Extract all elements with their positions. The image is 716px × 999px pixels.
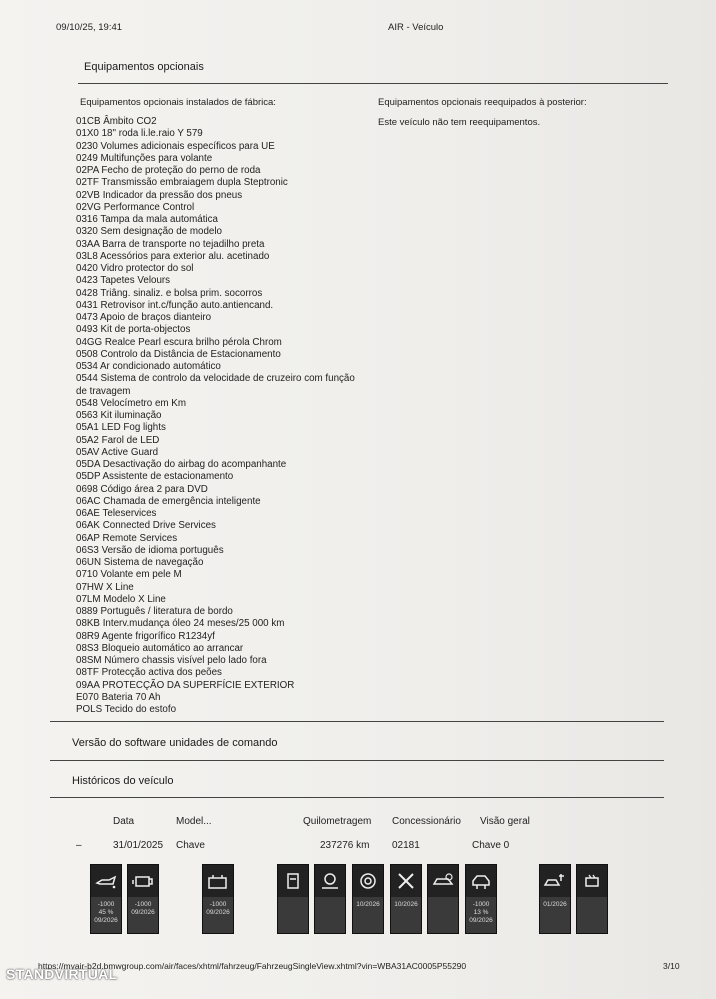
factory-equipment-list [76,116,356,716]
list-item: 0320 Sem designação de modelo [76,226,222,238]
list-item: 05A2 Farol de LED [76,434,160,446]
divider [50,721,664,722]
list-item: 0710 Volante em pele M [76,569,182,581]
print-title: AIR - Veículo [388,22,444,33]
engine-icon [131,871,155,891]
list-item: 04GG Realce Pearl escura brilho pérola Chrom [76,336,282,348]
factory-equipment-heading: Equipamentos opcionais instalados de fábrica: [80,97,276,108]
row-collapse-toggle[interactable]: – [76,840,82,851]
list-item: 08R9 Agente frigorífico R1234yf [76,630,215,642]
list-item: 0431 Retrovisor int.c/função auto.antiencand. [76,299,274,311]
list-item: 0548 Velocímetro em Km [76,397,186,409]
history-model: Chave [176,840,205,851]
list-item: 06AE Teleservices [76,508,157,519]
list-item: E070 Bateria 70 Ah [76,691,161,703]
retrofit-equipment-text: Este veículo não tem reequipamentos. [378,117,541,128]
divider [78,83,668,84]
list-item: 08KB Interv.mudança óleo 24 meses/25 000 km [76,618,285,630]
history-mileage: 237276 km [320,840,370,851]
list-item: 0423 Tapetes Velours [76,275,171,287]
brake-fluid-icon [356,871,380,891]
list-item: 0493 Kit de porta-objectos [76,324,191,336]
list-item: 06UN Sistema de navegação [76,557,204,568]
service-tile-rear-brake[interactable] [427,864,459,934]
retrofit-equipment-heading: Equipamentos opcionais reequipados à posterior: [378,97,587,108]
list-item: 02VB Indicador da pressão dos pneus [76,189,243,201]
fuel-filter-icon [281,871,305,891]
list-item: 0249 Multifunções para volante [76,152,213,164]
list-item: 02TF Transmissão embraiagem dupla Steptronic [76,177,288,189]
list-item: 02PA Fecho de proteção do perno de roda [76,165,261,176]
section-title-history[interactable]: Históricos do veículo [72,775,174,787]
history-dealer: 02181 [392,840,420,851]
list-item: 01CB Âmbito CO2 [76,116,157,127]
list-item: 0316 Tampa da mala automática [76,214,218,225]
service-tile-engine[interactable]: -1000 09/2026 [127,864,159,934]
service-tile-inspection[interactable]: 01/2026 [539,864,571,934]
list-item: 06AC Chamada de emergência inteligente [76,495,261,507]
car-inspection-icon [543,871,567,891]
print-date: 09/10/25, 19:41 [56,22,123,33]
front-brake-icon [318,871,342,891]
page-number: 3/10 [663,961,680,971]
standvirtual-watermark: STANDVIRTUAL [6,966,118,982]
list-item: 09AA PROTECÇÃO DA SUPERFÍCIE EXTERIOR [76,679,295,691]
column-header-overview: Visão geral [480,816,530,827]
list-item: 05DA Desactivação do airbag do acompanhante [76,459,287,470]
rear-brake-icon [431,871,455,891]
list-item: 05DP Assistente de estacionamento [76,471,234,483]
history-date: 31/01/2025 [113,840,164,851]
list-item: 06AK Connected Drive Services [76,520,216,532]
service-tile-tools[interactable]: 10/2026 [390,864,422,934]
column-header-model: Model... [176,816,212,827]
column-header-date: Data [113,816,135,827]
section-title-optional-equipment: Equipamentos opcionais [84,61,204,73]
list-item: 0473 Apoio de braços dianteiro [76,312,212,323]
service-tile-battery[interactable]: -1000 09/2026 [202,864,234,934]
list-item: 03AA Barra de transporte no tejadilho preta [76,238,265,250]
list-item: 0508 Controlo da Distância de Estacionamento [76,348,281,360]
list-item: 01X0 18" roda li.le.raio Y 579 [76,128,203,140]
service-tile-front-brake[interactable] [314,864,346,934]
service-tile-fuel-filter[interactable] [277,864,309,934]
column-header-dealer: Concessionário [392,816,461,827]
footer-url: https://myair-b2d.bmwgroup.com/air/faces/xhtml/fahrzeug/FahrzeugSingleView.xhtml?vin=WBA31AC0005P55290 [38,961,467,971]
divider [50,797,664,798]
list-item: 05A1 LED Fog lights [76,422,166,434]
list-item: 0544 Sistema de controlo da velocidade de cruzeiro com função de travagem [76,373,355,397]
list-item: 0420 Vidro protector do sol [76,263,194,274]
list-item: 0534 Ar condicionado automático [76,361,221,372]
list-item: 06S3 Versão de idioma português [76,544,224,556]
service-tile-brake-fluid[interactable]: 10/2026 [352,864,384,934]
list-item: 0889 Português / literatura de bordo [76,606,233,617]
list-item: 08TF Protecção activa dos peões [76,667,222,679]
vehicle-check-icon [469,871,493,891]
battery-icon [206,871,230,891]
list-item: 0698 Código área 2 para DVD [76,483,208,495]
section-title-software[interactable]: Versão do software unidades de comando [72,737,278,749]
service-tile-vehicle-check[interactable]: -1000 13 % 09/2026 [465,864,497,934]
list-item: 08SM Número chassis visível pelo lado fora [76,655,267,666]
list-item: 0428 Triâng. sinaliz. e bolsa prim. socorros [76,287,263,299]
list-item: 0230 Volumes adicionais específicos para UE [76,140,275,152]
list-item: POLS Tecido do estofo [76,704,177,715]
service-tile-emission[interactable] [576,864,608,934]
list-item: 07HW X Line [76,581,134,593]
oil-can-icon [94,871,118,891]
list-item: 02VG Performance Control [76,201,195,213]
list-item: 03L8 Acessórios para exterior alu. acetinado [76,250,270,262]
emission-icon [580,871,604,891]
list-item: 05AV Active Guard [76,446,159,458]
list-item: 07LM Modelo X Line [76,593,166,605]
list-item: 06AP Remote Services [76,532,178,544]
column-header-mileage: Quilometragem [303,816,372,827]
history-overview: Chave 0 [472,840,510,851]
service-tile-oil[interactable]: -1000 45 % 09/2026 [90,864,122,934]
list-item: 08S3 Bloqueio automático ao arrancar [76,642,244,654]
divider [50,760,664,761]
tools-icon [394,871,418,891]
list-item: 0563 Kit iluminação [76,410,162,421]
